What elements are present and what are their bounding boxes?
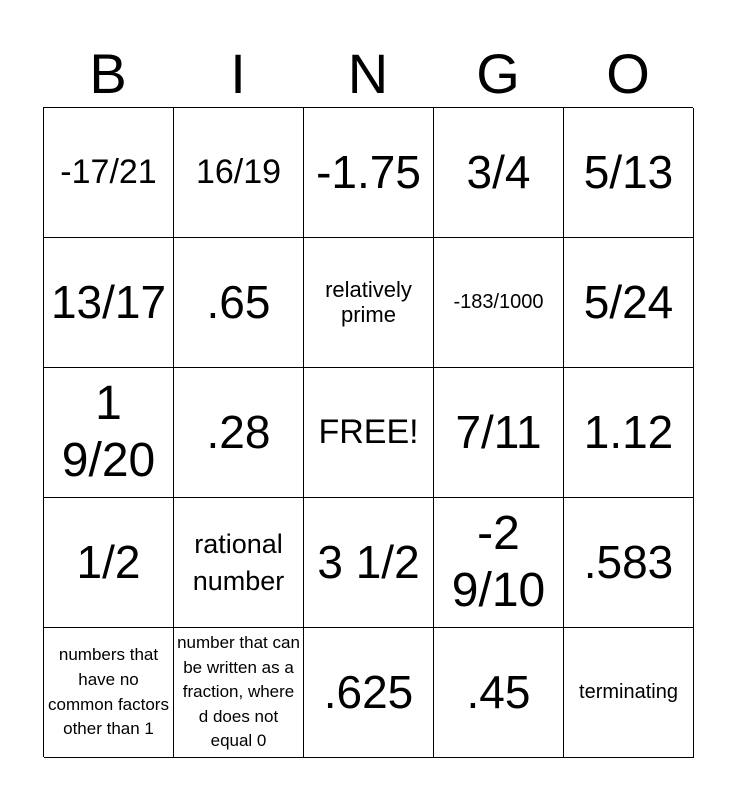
bingo-board xyxy=(43,107,693,757)
bingo-header xyxy=(43,40,693,108)
bingo-cell[interactable]: 7/11 xyxy=(434,368,564,498)
bingo-cell[interactable]: -1.75 xyxy=(304,108,434,238)
header-letter-g: G xyxy=(476,42,520,105)
bingo-cell[interactable]: terminating xyxy=(564,628,694,758)
bingo-cell[interactable]: 13/17 xyxy=(44,238,174,368)
bingo-cell[interactable]: -183/1000 xyxy=(434,238,564,368)
bingo-cell[interactable]: .583 xyxy=(564,498,694,628)
bingo-cell[interactable]: 3/4 xyxy=(434,108,564,238)
bingo-cell[interactable]: 3 1/2 xyxy=(304,498,434,628)
bingo-cell[interactable]: -2 9/10 xyxy=(434,498,564,628)
bingo-cell[interactable]: 1/2 xyxy=(44,498,174,628)
bingo-cell[interactable]: 5/13 xyxy=(564,108,694,238)
bingo-cell[interactable]: .65 xyxy=(174,238,304,368)
bingo-cell[interactable]: 1 9/20 xyxy=(44,368,174,498)
header-letter-o: O xyxy=(606,42,650,105)
bingo-cell[interactable]: .45 xyxy=(434,628,564,758)
bingo-cell[interactable]: numbers that have no common factors other than 1 xyxy=(44,628,174,758)
header-letter-i: I xyxy=(230,42,246,105)
header-letter-b: B xyxy=(89,42,127,105)
bingo-cell[interactable]: 16/19 xyxy=(174,108,304,238)
bingo-cell[interactable]: 1.12 xyxy=(564,368,694,498)
bingo-cell[interactable]: 5/24 xyxy=(564,238,694,368)
bingo-cell[interactable]: number that can be written as a fraction, where d does not equal 0 xyxy=(174,628,304,758)
bingo-cell[interactable]: -17/21 xyxy=(44,108,174,238)
header-letter-n: N xyxy=(347,42,389,105)
bingo-cell[interactable]: relatively prime xyxy=(304,238,434,368)
bingo-cell[interactable]: .28 xyxy=(174,368,304,498)
bingo-cell[interactable]: rational number xyxy=(174,498,304,628)
bingo-cell[interactable]: .625 xyxy=(304,628,434,758)
bingo-free-space[interactable]: FREE! xyxy=(304,368,434,498)
